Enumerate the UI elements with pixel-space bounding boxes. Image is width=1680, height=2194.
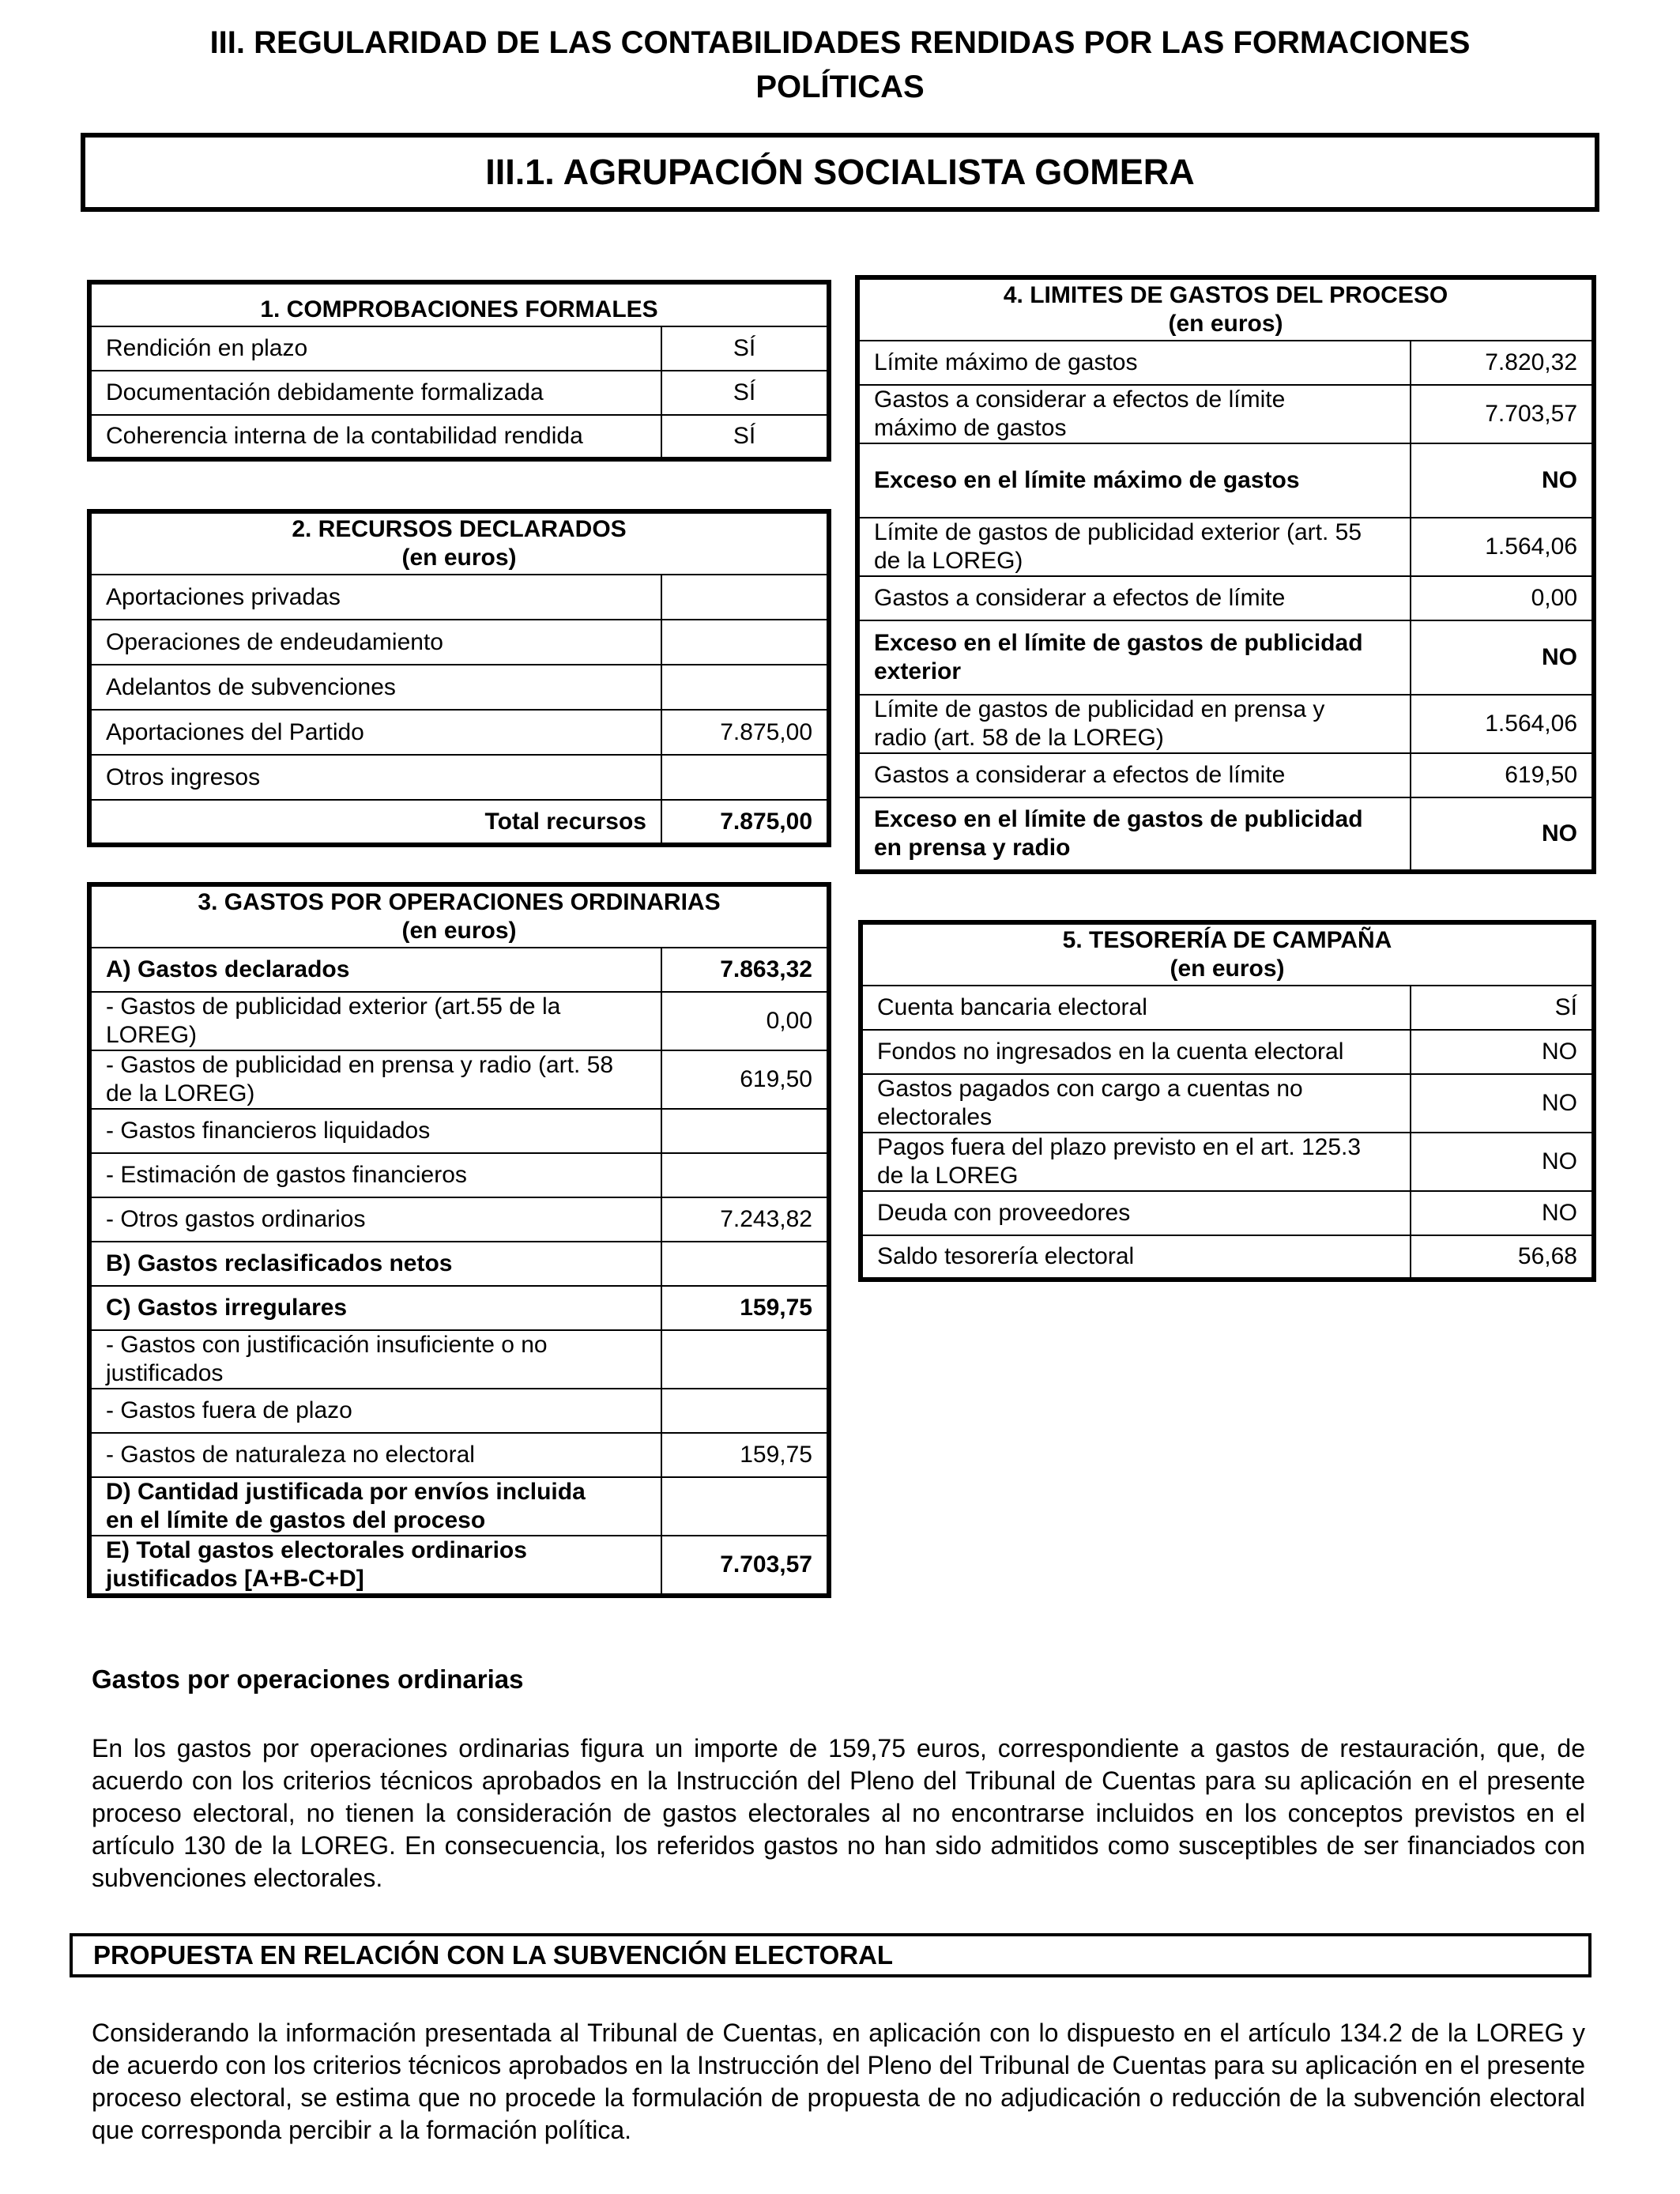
- table-header-row: [89, 282, 829, 326]
- row-label: Adelantos de subvenciones: [89, 665, 661, 710]
- row-label-line-2: electorales: [877, 1104, 993, 1130]
- row-value: 56,68: [1411, 1235, 1594, 1280]
- row-value: NO: [1411, 443, 1594, 518]
- table-row: [89, 992, 829, 1050]
- row-label-line-2: en el límite de gastos del proceso: [106, 1507, 486, 1533]
- table-row: [89, 415, 829, 459]
- row-label: [861, 1030, 1411, 1074]
- row-label-line-2: de la LOREG): [874, 548, 1023, 574]
- table-header-row: [857, 277, 1594, 341]
- row-label: [857, 443, 1411, 518]
- row-value: 619,50: [1411, 753, 1594, 797]
- table-row: [861, 986, 1594, 1030]
- row-label-line-1: Saldo tesorería electoral: [877, 1243, 1135, 1269]
- document-heading-line-1: III. REGULARIDAD DE LAS CONTABILIDADES RENDIDAS POR LAS FORMACIONES: [209, 25, 1471, 60]
- row-value: 7.243,82: [661, 1197, 829, 1242]
- table-units: (en euros): [1168, 311, 1283, 337]
- row-label-line-2: en prensa y radio: [874, 835, 1071, 861]
- table-row: [89, 1109, 829, 1153]
- table-row: [89, 1433, 829, 1477]
- row-label-line-2: radio (art. 58 de la LOREG): [874, 725, 1164, 751]
- row-value: 7.703,57: [661, 1536, 829, 1596]
- table-row: [857, 695, 1594, 753]
- row-label-line-1: - Gastos financieros liquidados: [106, 1118, 431, 1144]
- row-label: [861, 1235, 1411, 1280]
- row-label: [89, 948, 661, 992]
- table-title: [857, 277, 1594, 341]
- propuesta-heading-box: [70, 1933, 1591, 1977]
- row-value: 7.703,57: [1411, 385, 1594, 443]
- row-label-line-1: - Gastos con justificación insuficiente o no: [106, 1332, 548, 1358]
- gastos-section-heading: Gastos por operaciones ordinarias: [92, 1664, 524, 1694]
- row-label-line-1: C) Gastos irregulares: [106, 1295, 348, 1321]
- row-value: 7.875,00: [661, 710, 829, 755]
- row-label-line-1: E) Total gastos electorales ordinarios: [106, 1537, 527, 1563]
- row-label-line-1: D) Cantidad justificada por envíos incluida: [106, 1479, 586, 1505]
- row-value: [661, 1153, 829, 1197]
- table-row: [857, 576, 1594, 620]
- row-value: NO: [1411, 1074, 1594, 1133]
- row-label-line-1: B) Gastos reclasificados netos: [106, 1250, 453, 1276]
- table-row: [861, 1235, 1594, 1280]
- row-label-line-1: Gastos a considerar a efectos de límite: [874, 762, 1286, 788]
- row-label-line-1: Límite máximo de gastos: [874, 349, 1138, 375]
- table-row: [89, 1477, 829, 1536]
- table-title-text: 4. LIMITES DE GASTOS DEL PROCESO: [1003, 282, 1448, 308]
- row-label-line-1: Gastos a considerar a efectos de límite: [874, 386, 1286, 413]
- row-label: Coherencia interna de la contabilidad rendida: [89, 415, 661, 459]
- row-label: [89, 1153, 661, 1197]
- row-label-line-1: Deuda con proveedores: [877, 1200, 1131, 1226]
- document-heading: [79, 21, 1601, 109]
- table-row: [89, 1286, 829, 1330]
- row-value: SÍ: [661, 415, 829, 459]
- row-value: SÍ: [661, 371, 829, 415]
- table-row: [89, 1050, 829, 1109]
- table-row: [89, 755, 829, 800]
- row-value: [661, 1109, 829, 1153]
- table-gastos-operaciones-ordinarias: [87, 882, 831, 1598]
- total-value: 7.875,00: [661, 800, 829, 845]
- row-label: [857, 695, 1411, 753]
- row-label: Aportaciones privadas: [89, 575, 661, 620]
- row-value: 0,00: [1411, 576, 1594, 620]
- row-label-line-1: Exceso en el límite de gastos de publicidad: [874, 630, 1363, 656]
- row-label-line-1: - Gastos de publicidad exterior (art.55 de la: [106, 993, 561, 1020]
- row-label: [89, 1433, 661, 1477]
- party-title-box: [81, 133, 1599, 212]
- row-label: Rendición en plazo: [89, 326, 661, 371]
- row-label: [857, 341, 1411, 385]
- table-row: [89, 1153, 829, 1197]
- row-label-line-2: de la LOREG: [877, 1163, 1019, 1189]
- table-title-text: 3. GASTOS POR OPERACIONES ORDINARIAS: [198, 889, 721, 915]
- table-row: [89, 1242, 829, 1286]
- row-label: [89, 992, 661, 1050]
- document-heading-line-2: POLÍTICAS: [755, 70, 925, 104]
- table-row: [89, 1536, 829, 1596]
- propuesta-paragraph: Considerando la información presentada al Tribunal de Cuentas, en aplicación con lo dispuesto en el artículo 134.2 de la LOREG y de acuerdo con los criterios técnicos aprobados en la Instrucción del Pleno del Tribunal de Cuentas para su aplicación en el presente proceso electoral, se estima que no procede la formulación de propuesta de no adjudicación o reducción de la subvención electoral que corresponda percibir a la formación política.: [92, 2019, 1585, 2144]
- row-value: 159,75: [661, 1286, 829, 1330]
- row-value: SÍ: [661, 326, 829, 371]
- row-value: 7.863,32: [661, 948, 829, 992]
- row-value: NO: [1411, 1191, 1594, 1235]
- row-value: [661, 665, 829, 710]
- table-row: [857, 753, 1594, 797]
- table-row: [89, 326, 829, 371]
- row-label-line-1: Límite de gastos de publicidad en prensa y: [874, 696, 1325, 722]
- table-row: [89, 1197, 829, 1242]
- table-title-text: 5. TESORERÍA DE CAMPAÑA: [1062, 927, 1392, 953]
- row-label: Documentación debidamente formalizada: [89, 371, 661, 415]
- table-title: [861, 922, 1594, 986]
- row-value: [661, 1477, 829, 1536]
- table-row: [857, 341, 1594, 385]
- table-row: [89, 665, 829, 710]
- row-value: [661, 620, 829, 665]
- table-row: [89, 1330, 829, 1389]
- table-recursos-declarados: [87, 509, 831, 847]
- table-title: [89, 511, 829, 575]
- row-label-line-1: Fondos no ingresados en la cuenta electoral: [877, 1039, 1344, 1065]
- table-row: [89, 620, 829, 665]
- row-label-line-1: Gastos a considerar a efectos de límite: [874, 585, 1286, 611]
- table-row: [861, 1030, 1594, 1074]
- row-value: NO: [1411, 620, 1594, 695]
- table-row: [857, 797, 1594, 872]
- row-label: [89, 1477, 661, 1536]
- table-row: [861, 1191, 1594, 1235]
- row-label-line-1: Gastos pagados con cargo a cuentas no: [877, 1076, 1303, 1102]
- row-label-line-1: - Gastos de naturaleza no electoral: [106, 1442, 475, 1468]
- row-value: NO: [1411, 1133, 1594, 1191]
- row-label: [89, 1330, 661, 1389]
- party-title: III.1. AGRUPACIÓN SOCIALISTA GOMERA: [485, 152, 1195, 192]
- row-label: [861, 1133, 1411, 1191]
- row-label-line-1: Límite de gastos de publicidad exterior (art. 55: [874, 519, 1362, 545]
- row-value: NO: [1411, 1030, 1594, 1074]
- row-label: [89, 1109, 661, 1153]
- row-value: 0,00: [661, 992, 829, 1050]
- row-label: [89, 1242, 661, 1286]
- row-value: 7.820,32: [1411, 341, 1594, 385]
- table-limites-gastos: [855, 275, 1596, 874]
- table-title: 1. COMPROBACIONES FORMALES: [89, 282, 829, 326]
- row-label: [861, 1074, 1411, 1133]
- row-label: [89, 1389, 661, 1433]
- row-value: 1.564,06: [1411, 695, 1594, 753]
- row-label: [857, 576, 1411, 620]
- row-value: [661, 1330, 829, 1389]
- total-row: [89, 800, 829, 845]
- row-value: [661, 755, 829, 800]
- row-label-line-2: de la LOREG): [106, 1080, 255, 1106]
- table-row: [89, 948, 829, 992]
- row-label: [89, 1536, 661, 1596]
- row-label-line-1: - Gastos fuera de plazo: [106, 1397, 352, 1423]
- row-value: 159,75: [661, 1433, 829, 1477]
- row-value: SÍ: [1411, 986, 1594, 1030]
- table-row: [861, 1074, 1594, 1133]
- table-units: (en euros): [1170, 956, 1285, 982]
- row-label: [857, 753, 1411, 797]
- row-label-line-1: - Otros gastos ordinarios: [106, 1206, 366, 1232]
- row-value: [661, 1389, 829, 1433]
- table-row: [857, 443, 1594, 518]
- table-row: [89, 1389, 829, 1433]
- table-row: [89, 575, 829, 620]
- table-units: (en euros): [401, 545, 517, 571]
- row-label: [857, 797, 1411, 872]
- table-title: [89, 884, 829, 948]
- row-label: Otros ingresos: [89, 755, 661, 800]
- row-label: [861, 986, 1411, 1030]
- row-label: Operaciones de endeudamiento: [89, 620, 661, 665]
- table-header-row: [89, 884, 829, 948]
- table-row: [857, 518, 1594, 576]
- row-label: [89, 1050, 661, 1109]
- row-label-line-2: LOREG): [106, 1022, 198, 1048]
- row-label-line-1: A) Gastos declarados: [106, 956, 350, 982]
- row-label: [89, 1286, 661, 1330]
- row-label-line-2: máximo de gastos: [874, 415, 1067, 441]
- table-row: [89, 371, 829, 415]
- row-label-line-2: justificados [A+B-C+D]: [106, 1566, 364, 1592]
- table-header-row: [861, 922, 1594, 986]
- table-row: [857, 385, 1594, 443]
- table-tesoreria-campana: [858, 920, 1596, 1282]
- table-row: [857, 620, 1594, 695]
- propuesta-heading: PROPUESTA EN RELACIÓN CON LA SUBVENCIÓN ELECTORAL: [93, 1940, 894, 1970]
- row-label: Aportaciones del Partido: [89, 710, 661, 755]
- row-label-line-1: Exceso en el límite de gastos de publicidad: [874, 806, 1363, 832]
- row-label-line-1: Pagos fuera del plazo previsto en el art. 125.3: [877, 1134, 1362, 1160]
- row-label: [857, 518, 1411, 576]
- row-value: 1.564,06: [1411, 518, 1594, 576]
- total-label: Total recursos: [89, 800, 661, 845]
- row-label-line-1: Exceso en el límite máximo de gastos: [874, 467, 1300, 493]
- row-label: [861, 1191, 1411, 1235]
- row-label: [89, 1197, 661, 1242]
- row-value: 619,50: [661, 1050, 829, 1109]
- row-value: NO: [1411, 797, 1594, 872]
- table-header-row: [89, 511, 829, 575]
- row-label-line-2: exterior: [874, 658, 962, 684]
- table-row: [861, 1133, 1594, 1191]
- table-row: [89, 710, 829, 755]
- table-units: (en euros): [401, 918, 517, 944]
- gastos-paragraph: En los gastos por operaciones ordinarias figura un importe de 159,75 euros, correspondiente a gastos de restauración, que, de acuerdo con los criterios técnicos aprobados en la Instrucción del Pleno del Tribunal de Cuentas para su aplicación en el presente proceso electoral, no tienen la consideración de gastos electorales al no encontrarse incluidos en los conceptos previstos en el artículo 130 de la LOREG. En consecuencia, los referidos gastos no han sido admitidos como susceptibles de ser financiados con subvenciones electorales.: [92, 1734, 1585, 1892]
- table-comprobaciones-formales: [87, 280, 831, 462]
- row-value: [661, 1242, 829, 1286]
- row-value: [661, 575, 829, 620]
- row-label-line-2: justificados: [106, 1360, 224, 1386]
- row-label-line-1: - Gastos de publicidad en prensa y radio (art. 58: [106, 1052, 614, 1078]
- row-label-line-1: Cuenta bancaria electoral: [877, 994, 1147, 1020]
- row-label-line-1: - Estimación de gastos financieros: [106, 1162, 467, 1188]
- table-title-text: 2. RECURSOS DECLARADOS: [292, 516, 627, 542]
- row-label: [857, 385, 1411, 443]
- row-label: [857, 620, 1411, 695]
